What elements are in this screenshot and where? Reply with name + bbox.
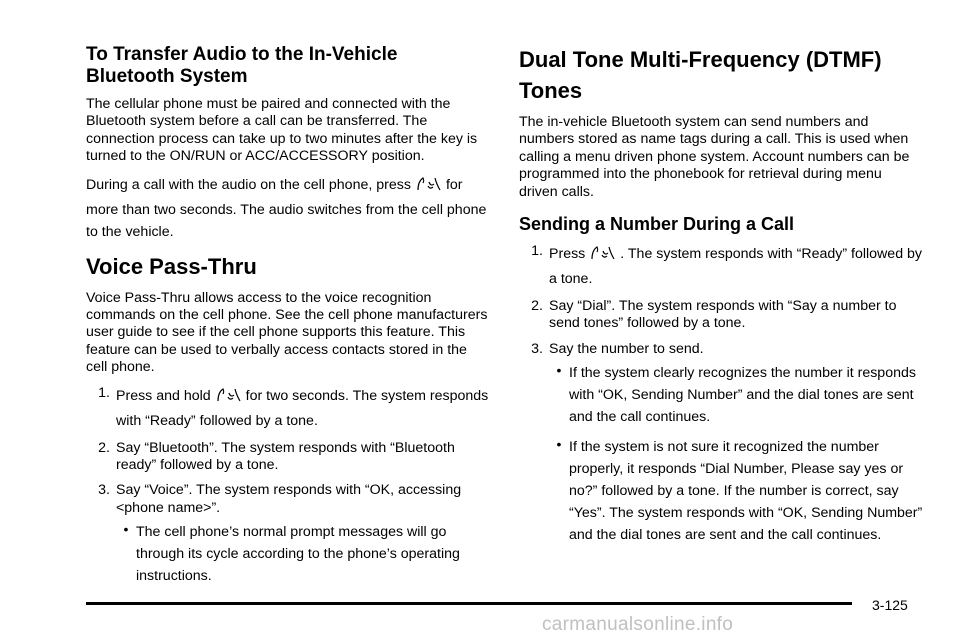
list-item: [86, 385, 490, 432]
phone-button-icon: [416, 176, 442, 199]
bullet-dot: •: [556, 362, 562, 379]
step-number: 2.: [531, 298, 543, 315]
list-item: [519, 243, 923, 290]
right-column: [519, 44, 923, 562]
voice-pass-thru-paragraph: Voice Pass-Thru allows access to the voice recognition commands on the cell phone. See the cell phone manufacturers user guide to see if the cell phone supports this feature. This feature can be used to verbally access contacts stored in the cell phone.: [86, 289, 488, 376]
list-item: [86, 440, 490, 475]
list-item: [519, 341, 923, 554]
step-text-end: for two seconds. The system responds with “Ready” followed by a tone.: [116, 387, 489, 429]
step-text: Say “Dial”. The system responds with “Say a number to send tones” followed by a tone.: [549, 298, 897, 332]
sending-number-heading: Sending a Number During a Call: [519, 214, 795, 235]
step-text: [549, 243, 923, 290]
transfer-paragraph-1: The cellular phone must be paired and connected with the Bluetooth system before a call can be transferred. The connection process can take up to two minutes after the key is turned to the ON/RUN or ACC/ACCESSORY position.: [86, 96, 478, 165]
transfer-audio-heading: To Transfer Audio to the In-Vehicle Bluetooth System: [86, 44, 398, 87]
step-number: 1.: [531, 243, 543, 260]
bullet-dot: •: [123, 521, 129, 538]
step-text-main: Say the number to send.: [549, 340, 704, 357]
step-number: 3.: [98, 482, 110, 499]
dtmf-paragraph: The in-vehicle Bluetooth system can send numbers and numbers stored as name tags during a call. This is used when calling a menu driven phone system. Account numbers can be programmed into the phonebook for retrieval during menu driven calls.: [519, 114, 910, 200]
step-text: Say “Bluetooth”. The system responds with “Bluetooth ready” followed by a tone.: [116, 439, 455, 474]
bullet-item: [116, 521, 490, 587]
voice-bullets: [116, 521, 490, 587]
step-number: 1.: [98, 384, 110, 401]
page-number: 3-125: [872, 597, 908, 613]
step-text: [116, 482, 490, 595]
bullet-text: If the system is not sure it recognized the number properly, it responds “Dial Number, Please say yes or no?” followed by a tone. If the number is correct, say “Yes”. The system responds with “OK, Sending Number” and the dial tones are sent and the call continues.: [569, 439, 923, 544]
list-item: [519, 298, 923, 333]
voice-steps-list: [86, 385, 490, 596]
transfer-paragraph-2: [86, 174, 490, 243]
step-number: 3.: [531, 340, 543, 357]
list-item: [86, 482, 490, 595]
phone-button-icon: [590, 245, 616, 268]
bullet-item: [549, 362, 923, 428]
send-bullets: [549, 362, 923, 546]
send-steps-list: [519, 243, 923, 554]
bullet-text: If the system clearly recognizes the number it responds with “OK, Sending Number” and the dial tones are sent and the call continues.: [569, 365, 916, 426]
footer-rule: [86, 602, 852, 605]
transfer-p2-end: for more than two seconds. The audio switches from the cell phone to the vehicle.: [86, 176, 487, 240]
phone-button-icon: [216, 387, 242, 410]
step-text: [116, 385, 490, 432]
left-column: [86, 44, 490, 603]
dtmf-heading: Dual Tone Multi-Frequency (DTMF) Tones: [519, 47, 882, 103]
bullet-dot: •: [556, 436, 562, 453]
transfer-p2-start: During a call with the audio on the cell phone, press: [86, 176, 411, 193]
step-text-main: Say “Voice”. The system responds with “OK, accessing <phone name>”.: [116, 482, 462, 516]
bullet-text: The cell phone’s normal prompt messages will go through its cycle according to the phone’s operating instructions.: [136, 524, 460, 585]
voice-pass-thru-heading: Voice Pass-Thru: [86, 253, 257, 279]
step-text: [549, 341, 923, 554]
bullet-item: [549, 436, 923, 546]
step-number: 2.: [98, 439, 110, 456]
watermark: carmanualsonline.info: [542, 614, 734, 635]
step-text-end: . The system responds with “Ready” followed by a tone.: [549, 246, 923, 288]
step-text-start: Press: [549, 246, 586, 263]
step-text-start: Press and hold: [116, 387, 211, 404]
